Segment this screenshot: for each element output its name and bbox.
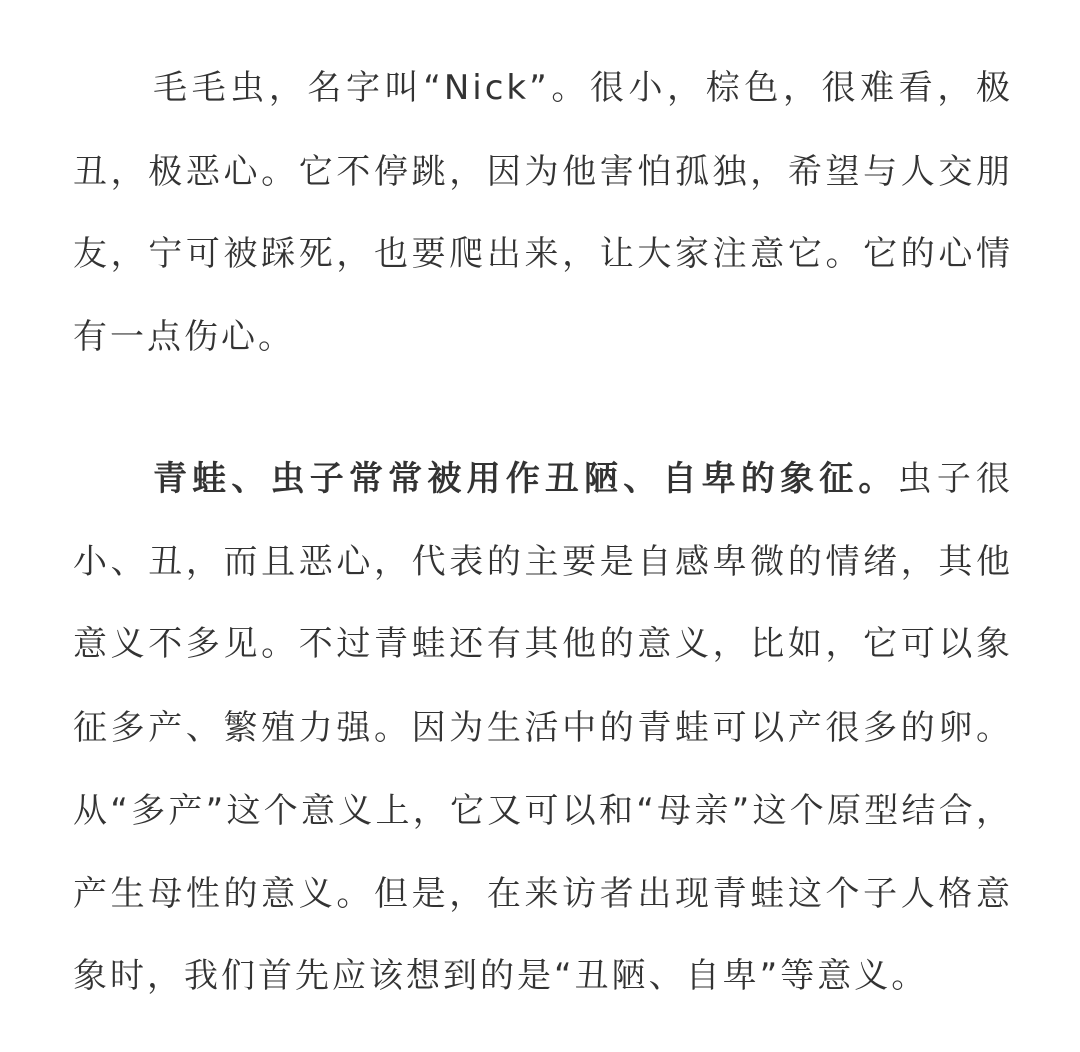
- paragraph-2-line-4: 征多产、繁殖力强。因为生活中的青蛙可以产很多的卵。: [73, 708, 1013, 748]
- paragraph-1-line-1: 毛毛虫，名字叫“Nick”。很小，棕色，很难看，极: [153, 68, 1013, 108]
- paragraph-1-line-3: 友，宁可被踩死，也要爬出来，让大家注意它。它的心情: [73, 234, 1013, 274]
- paragraph-1-line-2: 丑，极恶心。它不停跳，因为他害怕孤独，希望与人交朋: [73, 152, 1013, 192]
- paragraph-2-line-3: 意义不多见。不过青蛙还有其他的意义，比如，它可以象: [73, 624, 1013, 664]
- paragraph-2-line-6: 产生母性的意义。但是，在来访者出现青蛙这个子人格意: [73, 874, 1013, 914]
- paragraph-2-line-2: 小、丑，而且恶心，代表的主要是自感卑微的情绪，其他: [73, 542, 1013, 582]
- paragraph-2-line-5: 从“多产”这个意义上，它又可以和“母亲”这个原型结合，: [73, 791, 1013, 831]
- paragraph-2-line-7: 象时，我们首先应该想到的是“丑陋、自卑”等意义。: [73, 956, 929, 996]
- highlight-text: 青蛙、虫子常常被用作丑陋、自卑的象征。: [153, 459, 898, 499]
- paragraph-1-line-4: 有一点伤心。: [73, 317, 295, 357]
- paragraph-2-line-1: [73, 457, 1013, 501]
- paragraph-2-line-1-rest: 虫子很: [897, 459, 1014, 499]
